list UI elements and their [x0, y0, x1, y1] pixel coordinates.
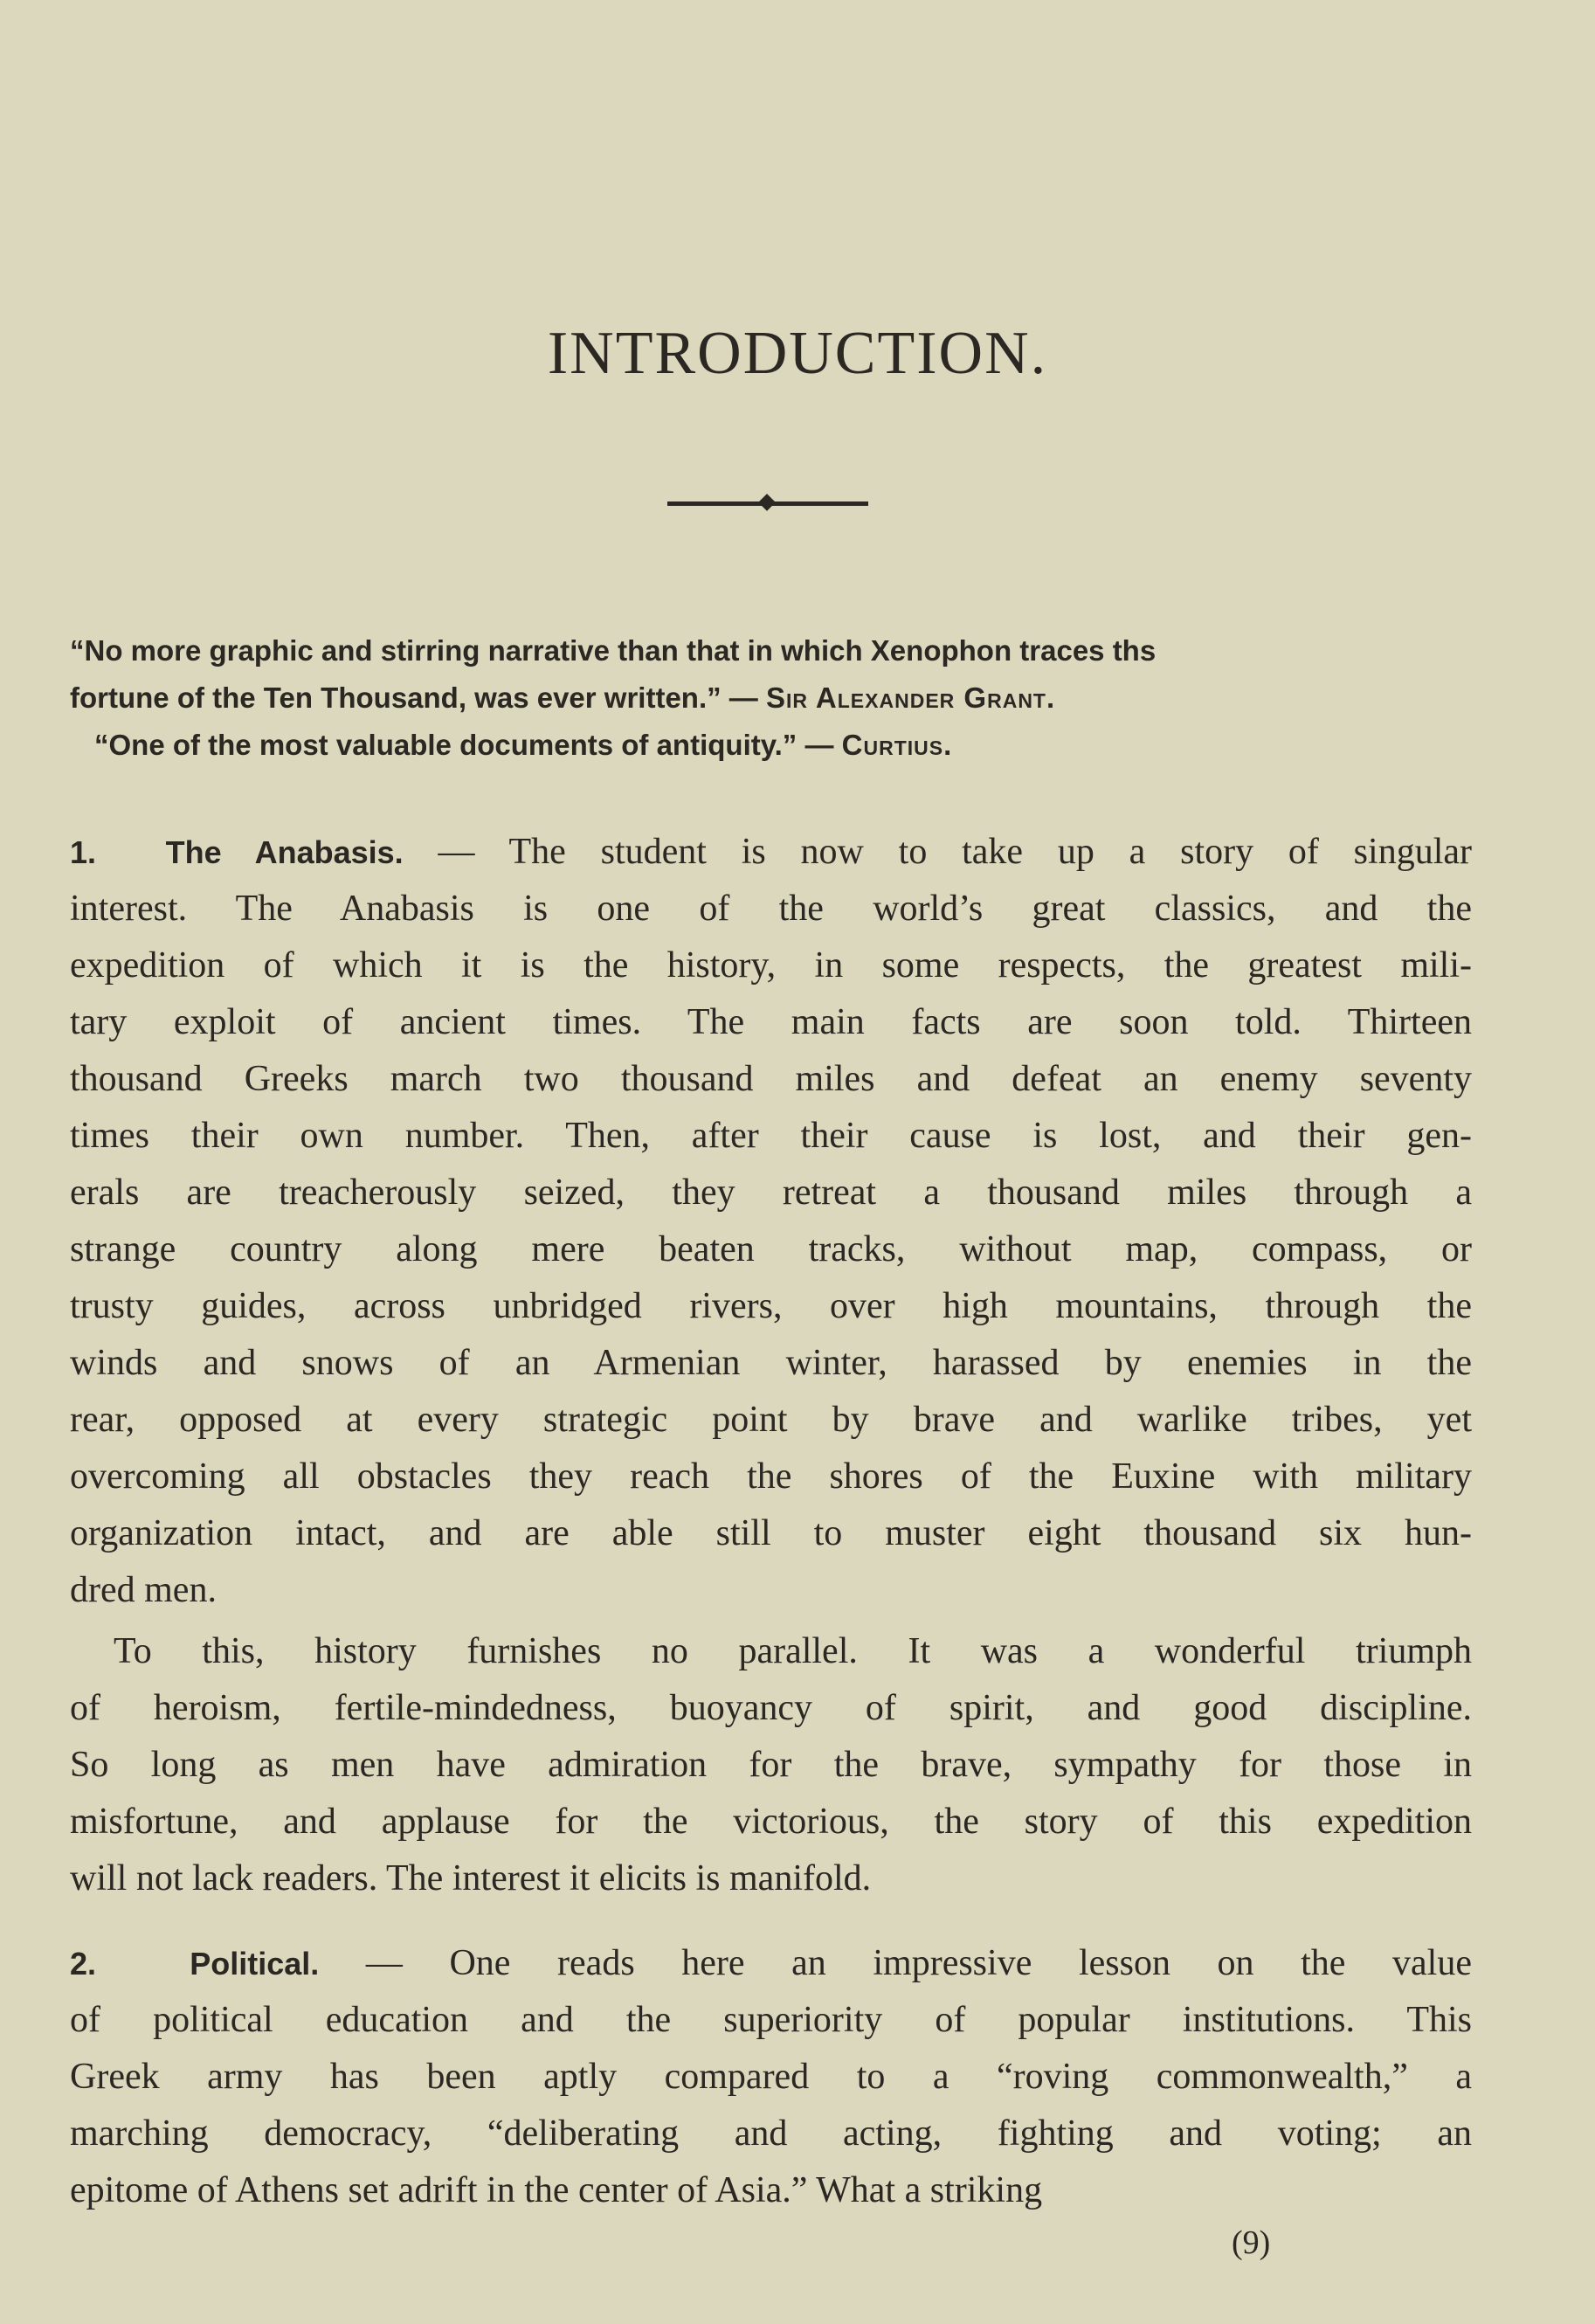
text-line	[70, 2106, 1472, 2162]
section-1-paragraph	[70, 824, 1472, 1619]
text-line	[70, 2162, 1472, 2219]
line-text: of heroism, fertile-mindedness, buoyancy of spirit, and good discipline.	[70, 1688, 1472, 1728]
text-line	[70, 1278, 1472, 1335]
section-heading: Political.	[190, 1946, 320, 1982]
section-1-paragraph-2	[70, 1623, 1472, 1907]
line-text: Greek army has been aptly compared to a “roving commonwealth,” a	[70, 2057, 1472, 2097]
text-line	[70, 1794, 1472, 1850]
page-number: (9)	[1232, 2224, 1271, 2261]
text-line	[70, 937, 1472, 994]
text-line	[70, 1505, 1472, 1562]
section-number: 1.	[70, 834, 97, 870]
text-line	[70, 1562, 1472, 1619]
epigraph-2-author: Curtius.	[841, 729, 953, 761]
line-text: overcoming all obstacles they reach the shores of the Euxine with military	[70, 1456, 1472, 1497]
line-text: marching democracy, “deliberating and acting, fighting and voting; an	[70, 2113, 1472, 2154]
epigraph-1-text-cont: fortune of the Ten Thousand, was ever written.” —	[70, 681, 766, 714]
text-line	[70, 1850, 1472, 1907]
line-text: of political education and the superiority of popular institutions. This	[70, 2000, 1472, 2040]
line-text: So long as men have admiration for the brave, sympathy for those in	[70, 1745, 1472, 1785]
epigraphs	[70, 627, 1472, 769]
epigraph-1-author: Sir Alexander Grant.	[765, 681, 1056, 714]
chapter-title: INTRODUCTION.	[547, 320, 1048, 387]
text-line	[70, 1449, 1472, 1505]
text-line	[70, 1335, 1472, 1392]
epigraph-2	[70, 722, 1472, 769]
text-line	[70, 1221, 1472, 1278]
line-text: tary exploit of ancient times. The main facts are soon told. Thirteen	[70, 1002, 1472, 1042]
text-line	[70, 881, 1472, 937]
line-text: trusty guides, across unbridged rivers, over high mountains, through the	[70, 1286, 1472, 1326]
section-2-paragraph	[70, 1935, 1472, 2219]
line-text: thousand Greeks march two thousand miles and defeat an enemy seventy	[70, 1059, 1472, 1099]
epigraph-1	[70, 627, 1472, 674]
text-line	[70, 1935, 1472, 1992]
line-text: winds and snows of an Armenian winter, harassed by enemies in the	[70, 1343, 1472, 1383]
line-text: organization intact, and are able still to muster eight thousand six hun-	[70, 1513, 1472, 1553]
line-text: — One reads here an impressive lesson on the value	[319, 1943, 1472, 1983]
text-line	[70, 2049, 1472, 2106]
line-text: epitome of Athens set adrift in the center of Asia.” What a striking	[70, 2170, 1043, 2210]
text-line	[70, 1392, 1472, 1449]
line-text: rear, opposed at every strategic point by brave and warlike tribes, yet	[70, 1400, 1472, 1440]
line-text: erals are treacherously seized, they retreat a thousand miles through a	[70, 1172, 1472, 1213]
text-line	[70, 1623, 1472, 1680]
epigraph-1-text: “No more graphic and stirring narrative than that in which Xenophon traces ths	[70, 634, 1157, 667]
line-text: times their own number. Then, after their cause is lost, and their gen-	[70, 1116, 1472, 1156]
text-line	[70, 1108, 1472, 1165]
line-text: To this, history furnishes no parallel. It was a wonderful triumph	[114, 1631, 1472, 1671]
text-line	[70, 1992, 1472, 2049]
ornament-divider	[667, 501, 868, 506]
epigraph-2-text: “One of the most valuable documents of antiquity.” —	[94, 729, 842, 761]
text-line	[70, 1165, 1472, 1221]
epigraph-1-cont	[70, 674, 1472, 722]
line-text: strange country along mere beaten tracks, without map, compass, or	[70, 1229, 1472, 1269]
text-line	[70, 1680, 1472, 1737]
line-text: — The student is now to take up a story of singular	[403, 832, 1472, 872]
text-line	[70, 994, 1472, 1051]
line-text: will not lack readers. The interest it elicits is manifold.	[70, 1858, 872, 1899]
text-line	[70, 1737, 1472, 1794]
line-text: misfortune, and applause for the victorious, the story of this expedition	[70, 1802, 1472, 1842]
text-line	[70, 824, 1472, 881]
section-heading: The Anabasis.	[165, 834, 404, 870]
section-number: 2.	[70, 1946, 97, 1982]
line-text: interest. The Anabasis is one of the world’s great classics, and the	[70, 889, 1472, 929]
text-line	[70, 1051, 1472, 1108]
line-text: dred men.	[70, 1570, 217, 1610]
line-text: expedition of which it is the history, in some respects, the greatest mili-	[70, 945, 1472, 986]
